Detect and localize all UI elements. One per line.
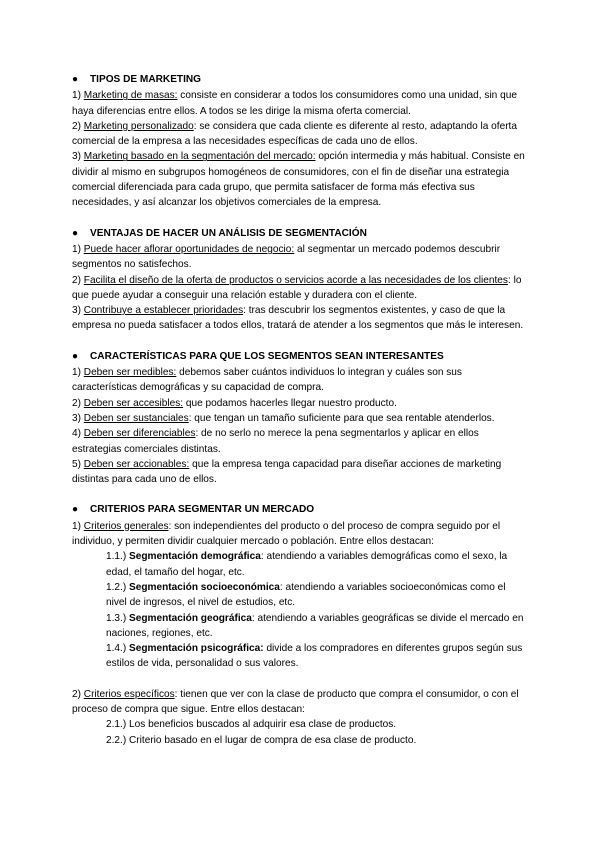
- heading-text: VENTAJAS DE HACER UN ANÁLISIS DE SEGMENTACIÓN: [90, 227, 367, 239]
- list-item: 1) Deben ser medibles: debemos saber cuántos individuos lo integran y cuáles son sus características demográficas y su capacidad de compra.: [72, 367, 462, 394]
- sub-list-item: 1.1.) Segmentación demográfica: atendiendo a variables demográficas como el sexo, la edad, el tamaño del hogar, etc.: [106, 551, 508, 578]
- item-label: Deben ser medibles:: [83, 367, 177, 379]
- item-label: Contribuye a establecer prioridades: [83, 305, 244, 317]
- list-item: 3) Marketing basado en la segmentación del mercado: opción intermedia y más habitual. Consiste en dividir al mismo en subgrupos homogéneos de consumidores, con el fin de diseñar una estrategia comercial diferenciada para cada grupo, que permita satisfacer de forma más efectiva sus necesidades, y así alcanzar los objetivos comerciales de la empresa.: [72, 151, 525, 209]
- bullet-icon: ●: [72, 504, 79, 516]
- list-item: 2) Criterios específicos: tienen que ver con la clase de producto que compra el consumidor, o con el proceso de compra que sigue. Entre ellos destacan:: [72, 688, 519, 715]
- list-item: 1) Puede hacer aflorar oportunidades de negocio: al segmentar un mercado podemos descubrir segmentos no satisfechos.: [72, 243, 501, 271]
- sub-list-item: 2.1.) Los beneficios buscados al adquirir esa clase de productos.: [106, 719, 397, 731]
- heading-text: TIPOS DE MARKETING: [90, 74, 202, 85]
- bullet-icon: ●: [72, 74, 79, 85]
- list-item: 2) Facilita el diseño de la oferta de productos o servicios acorde a las necesidades de los clientes: lo que puede ayudar a conseguir una relación estable y duradera con el cliente.: [72, 274, 522, 301]
- list-item: 2) Deben ser accesibles: que podamos hacerles llegar nuestro producto.: [72, 397, 397, 409]
- item-label: Marketing de masas:: [83, 90, 178, 102]
- sub-item-label: Segmentación psicográfica:: [129, 643, 264, 655]
- sub-list-item: 1.3.) Segmentación geográfica: atendiendo a variables geográficas se divide el mercado en naciones, regiones, etc.: [106, 612, 524, 639]
- bullet-icon: ●: [72, 350, 79, 362]
- list-item: 5) Deben ser accionables: que la empresa tenga capacidad para diseñar acciones de marketing distintas para cada uno de ellos.: [72, 458, 502, 486]
- item-label: Marketing basado en la segmentación del mercado:: [83, 151, 316, 163]
- list-item: 2) Marketing personalizado: se considera que cada cliente es diferente al resto, adaptando la oferta comercial de la empresa a las necesidades específicas de cada uno de ellos.: [72, 120, 517, 148]
- item-label: Facilita el diseño de la oferta de productos o servicios acorde a las necesidades de los clientes: [83, 274, 508, 286]
- sub-list-item: 1.2.) Segmentación socioeconómica: atendiendo a variables socioeconómicas como el nivel de ingresos, el nivel de estudios, etc.: [106, 581, 506, 609]
- list-item: 1) Criterios generales: son independientes del producto o del proceso de compra seguido por el individuo, y permiten dividir cualquier mercado o población. Entre ellos destacan:: [72, 520, 501, 548]
- heading-text: CARACTERÍSTICAS PARA QUE LOS SEGMENTOS SEAN INTERESANTES: [90, 350, 444, 362]
- item-label: Deben ser diferenciables: [83, 428, 196, 440]
- item-label: Deben ser accesibles:: [83, 397, 184, 409]
- list-item: 3) Deben ser sustanciales: que tengan un tamaño suficiente para que sea rentable atenderlos.: [72, 412, 495, 424]
- section-heading-caracteristicas: [72, 349, 528, 364]
- sub-item-label: Segmentación demográfica: [129, 551, 261, 563]
- bullet-icon: ●: [72, 227, 79, 239]
- item-label: Deben ser sustanciales: [83, 412, 189, 424]
- sub-list-item: 1.4.) Segmentación psicográfica: divide a los compradores en diferentes grupos según sus estilos de vida, personalidad o sus valores.: [106, 643, 523, 670]
- section-heading-ventajas: [72, 226, 528, 241]
- item-label: Criterios generales: [83, 520, 169, 532]
- list-item: 4) Deben ser diferenciables: de no serlo no merece la pena segmentarlos y aplicar en ellos estrategias comerciales distintas.: [72, 428, 479, 455]
- list-item: 3) Contribuye a establecer prioridades: tras descubrir los segmentos existentes, y caso de que la empresa no pueda satisfacer a todos ellos, tratará de atender a los segmentos que más le interesen.: [72, 305, 524, 332]
- heading-text: CRITERIOS PARA SEGMENTAR UN MERCADO: [90, 504, 315, 516]
- sub-list-item: 2.2.) Criterio basado en el lugar de compra de esa clase de producto.: [106, 734, 417, 746]
- sub-item-label: Segmentación socioeconómica: [129, 581, 280, 593]
- item-label: Puede hacer aflorar oportunidades de negocio:: [83, 243, 295, 255]
- item-label: Deben ser accionables:: [83, 458, 190, 470]
- item-label: Marketing personalizado: [83, 120, 194, 132]
- item-label: Criterios específicos: [83, 688, 175, 700]
- section-heading-criterios: [72, 502, 528, 517]
- document-content: [72, 72, 528, 748]
- list-item: 1) Marketing de masas: consiste en considerar a todos los consumidores como una unidad, sin que haya diferencias entre ellos. A todos se les dirige la misma oferta comercial.: [72, 90, 517, 117]
- section-heading-tipos: [72, 72, 528, 87]
- sub-item-label: Segmentación geográfica: [129, 612, 252, 624]
